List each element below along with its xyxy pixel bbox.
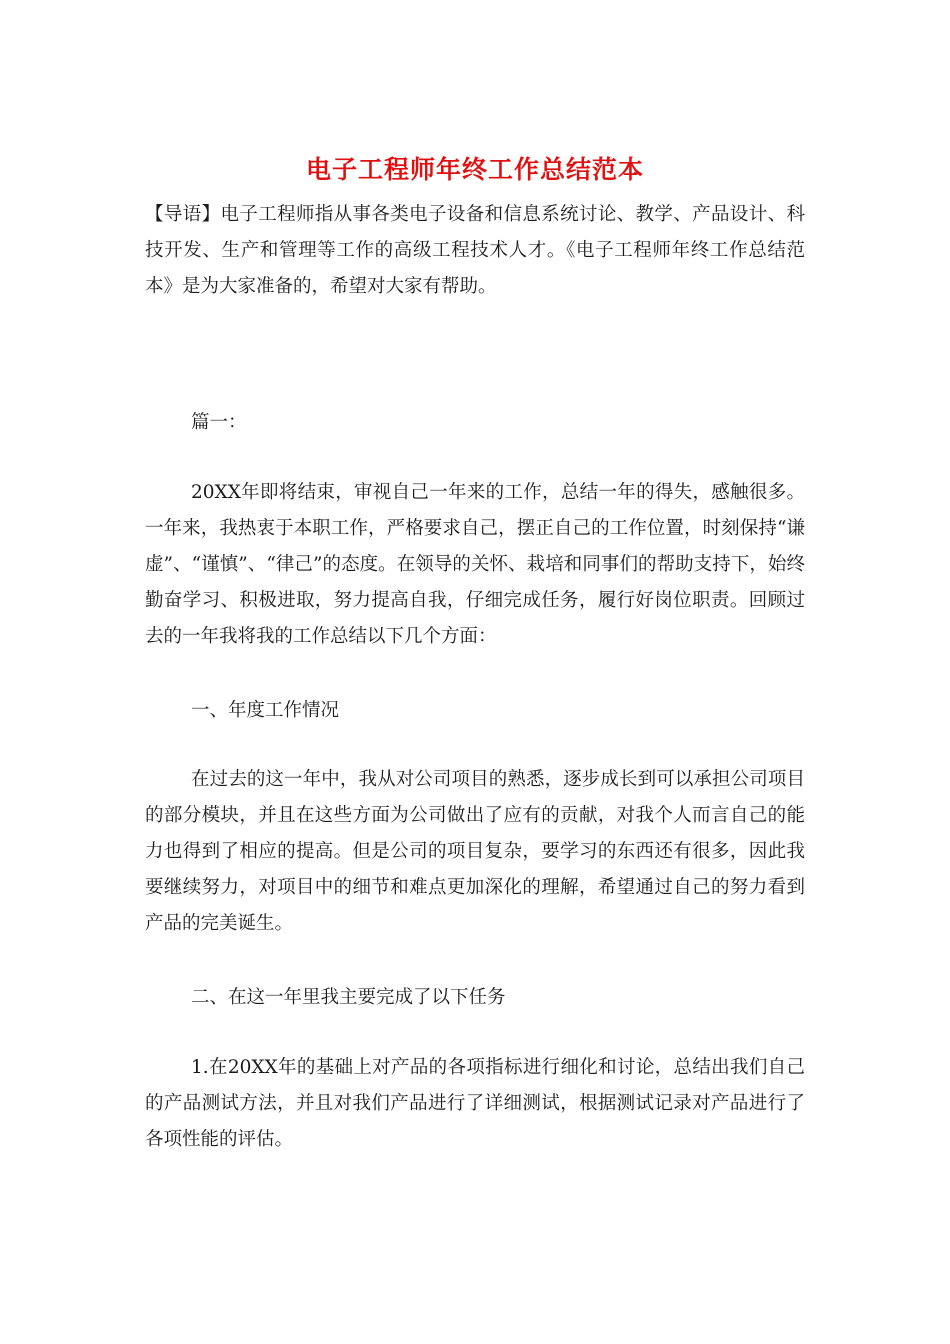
heading-tasks: 二、在这一年里我主要完成了以下任务 <box>191 987 506 1008</box>
document-title: 电子工程师年终工作总结范本 <box>305 155 644 184</box>
intro-paragraph: 【导语】电子工程师指从事各类电子设备和信息系统讨论、教学、产品设计、科技开发、生产和管理等工作的高级工程技术人才。《电子工程师年终工作总结范本》是为大家准备的，希望对大家有帮助。 <box>145 204 805 297</box>
paragraph-2: 在过去的这一年中，我从对公司项目的熟悉，逐步成长到可以承担公司项目的部分模块，并且在这些方面为公司做出了应有的贡献，对我个人而言自己的能力也得到了相应的提高。但是公司的项目复杂，要学习的东西还有很多，因此我要继续努力，对项目中的细节和难点更加深化的理解，希望通过自己的努力看到产品的完美诞生。 <box>145 769 805 934</box>
paragraph-3: 1.在20XX年的基础上对产品的各项指标进行细化和讨论，总结出我们自己的产品测试方法，并且对我们产品进行了详细测试，根据测试记录对产品进行了各项性能的评估。 <box>145 1057 805 1150</box>
paragraph-1: 20XX年即将结束，审视自己一年来的工作，总结一年的得失，感触很多。一年来，我热衷于本职工作，严格要求自己，摆正自己的工作位置，时刻保持“谦虚”、“谨慎”、“律己”的态度。在领导的关怀、栽培和同事们的帮助支持下，始终勤奋学习、积极进取，努力提高自我，仔细完成任务，履行好岗位职责。回顾过去的一年我将我的工作总结以下几个方面： <box>145 482 805 647</box>
heading-annual-work: 一、年度工作情况 <box>191 700 340 721</box>
section-label: 篇一： <box>191 412 247 433</box>
